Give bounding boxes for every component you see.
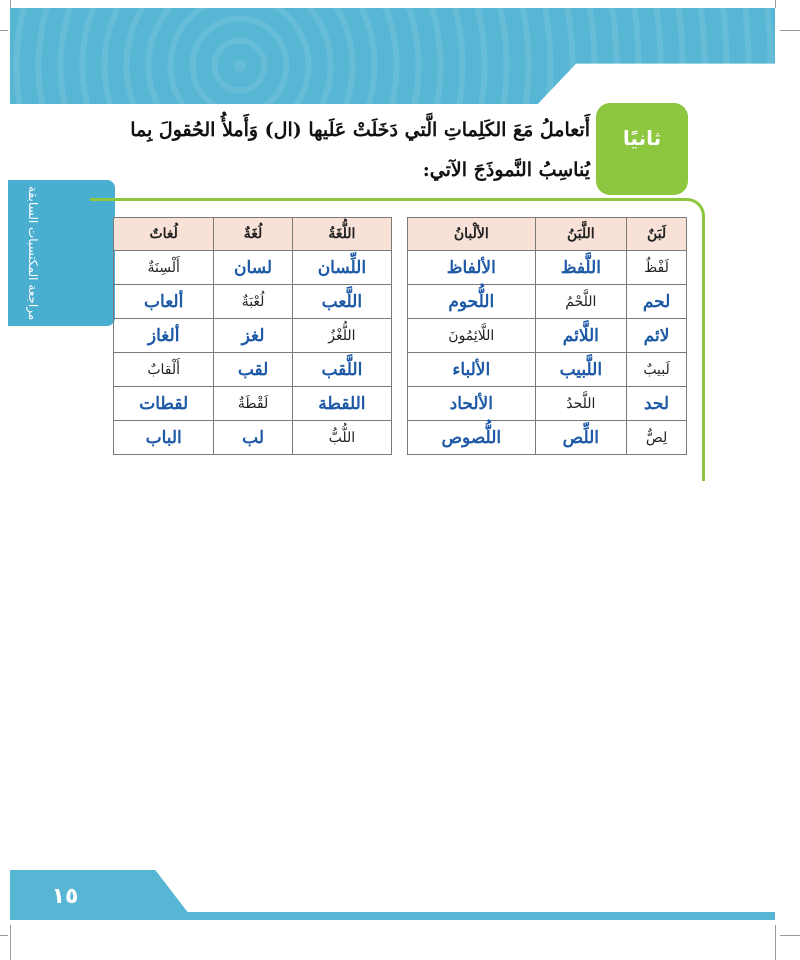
table-row <box>114 421 392 455</box>
table-row <box>408 251 687 285</box>
answer-cell: الألفاظ <box>408 251 536 285</box>
section-badge-label: ثانيًا <box>622 126 662 150</box>
given-word-cell: أَلْقابٌ <box>114 353 214 387</box>
table-row <box>114 251 392 285</box>
answer-cell: اللِّسان <box>292 251 391 285</box>
crop-mark <box>10 0 11 8</box>
word-table-right <box>407 217 687 455</box>
answer-cell: اللَّفظ <box>535 251 627 285</box>
answer-cell: اللقطة <box>292 387 391 421</box>
answer-cell: لقطات <box>114 387 214 421</box>
answer-cell: الألباء <box>408 353 536 387</box>
column-header: اللَّبَنُ <box>535 218 627 251</box>
column-header: لُغَةٌ <box>214 218 292 251</box>
answer-cell: الألحاد <box>408 387 536 421</box>
word-table-left <box>113 217 392 455</box>
crop-mark <box>0 30 8 31</box>
table-row <box>114 319 392 353</box>
crop-mark <box>775 0 776 8</box>
table-row <box>408 285 687 319</box>
answer-cell: لغز <box>214 319 292 353</box>
table-header-row <box>408 218 687 251</box>
table-row <box>408 387 687 421</box>
crop-mark <box>775 925 776 960</box>
crop-mark <box>780 935 800 936</box>
given-word-cell: اللَّحدُ <box>535 387 627 421</box>
answer-cell: لحم <box>627 285 687 319</box>
answer-cell: لقب <box>214 353 292 387</box>
column-header: الألْبانُ <box>408 218 536 251</box>
given-word-cell: لَفْظٌ <box>627 251 687 285</box>
given-word-cell: اللَّحْمُ <box>535 285 627 319</box>
side-tab-label: مراجعة المكتسبات السابقة <box>26 186 40 321</box>
answer-cell: لب <box>214 421 292 455</box>
answer-cell: لحد <box>627 387 687 421</box>
answer-cell: اللَّبيب <box>535 353 627 387</box>
table-row <box>114 285 392 319</box>
answer-cell: ألعاب <box>114 285 214 319</box>
given-word-cell: اللُّبُّ <box>292 421 391 455</box>
given-word-cell: اللُّغْزُ <box>292 319 391 353</box>
crop-mark <box>780 30 800 31</box>
column-header: اللُّغَةُ <box>292 218 391 251</box>
column-header: لَبَنٌ <box>627 218 687 251</box>
answer-cell: اللَّائم <box>535 319 627 353</box>
given-word-cell: أَلْسِنَةٌ <box>114 251 214 285</box>
answer-cell: اللُّحوم <box>408 285 536 319</box>
crop-mark <box>0 935 8 936</box>
table-header-row <box>114 218 392 251</box>
footer-strip <box>150 912 775 920</box>
answer-cell: لسان <box>214 251 292 285</box>
answer-cell: اللَّقب <box>292 353 391 387</box>
given-word-cell: لَبيبٌ <box>627 353 687 387</box>
table-row <box>408 319 687 353</box>
header-decoration <box>10 8 775 104</box>
answer-cell: اللِّص <box>535 421 627 455</box>
table-row <box>408 353 687 387</box>
table-row <box>114 353 392 387</box>
crop-mark <box>10 925 11 960</box>
given-word-cell: اللَّائِمُونَ <box>408 319 536 353</box>
exercise-instruction: أَتعاملُ مَعَ الكَلِماتِ الَّتي دَخَلَتْ عَلَيها (ال) وَأَملأُ الحُقولَ بِما يُناسِبُ النَّموذَجَ الآتي: <box>130 119 590 181</box>
answer-cell: لائم <box>627 319 687 353</box>
given-word-cell: لَقْطَةٌ <box>214 387 292 421</box>
column-header: لُغاتٌ <box>114 218 214 251</box>
answer-cell: اللَّعب <box>292 285 391 319</box>
given-word-cell: لِصٌّ <box>627 421 687 455</box>
table-row <box>408 421 687 455</box>
answer-cell: ألغاز <box>114 319 214 353</box>
given-word-cell: لُعْبَةٌ <box>214 285 292 319</box>
answer-cell: الباب <box>114 421 214 455</box>
table-row <box>114 387 392 421</box>
answer-cell: اللُّصوص <box>408 421 536 455</box>
page-number: ١٥ <box>51 884 79 909</box>
